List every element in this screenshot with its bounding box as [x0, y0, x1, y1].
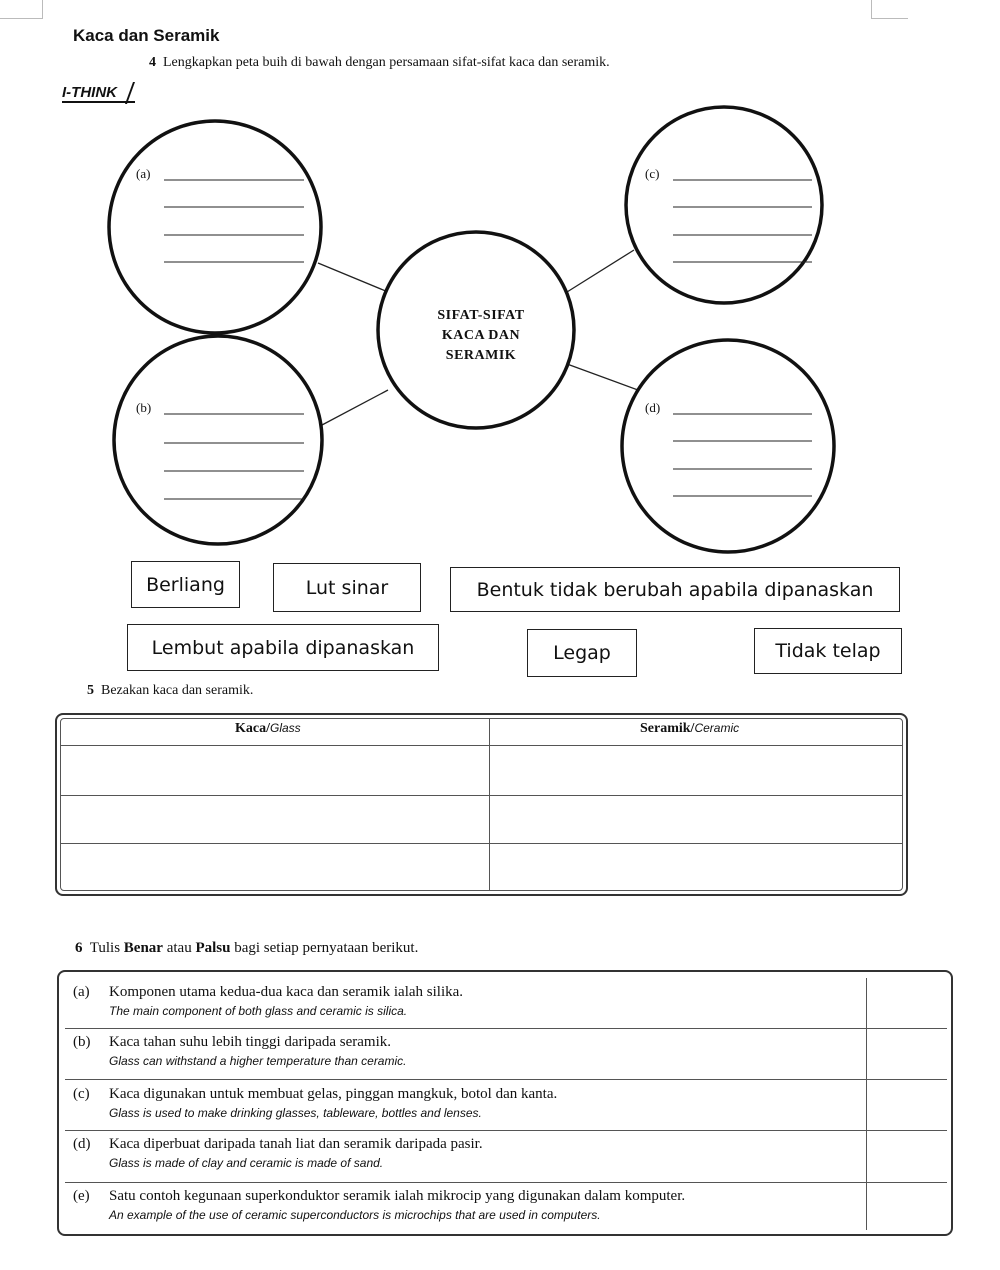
- statement-letter: (e): [73, 1188, 90, 1204]
- q6-text: bagi setiap pernyataan berikut.: [230, 940, 419, 956]
- compare-table: [55, 713, 908, 896]
- header-glass-en: Glass: [270, 721, 301, 735]
- row-divider: [65, 1182, 947, 1183]
- ceramic-cell-1[interactable]: [491, 747, 901, 793]
- question-number: 4: [149, 55, 156, 70]
- answer-cell-e[interactable]: [869, 1184, 949, 1232]
- question-text: Bezakan kaca dan seramik.: [101, 683, 254, 698]
- connector-line-a: [318, 263, 388, 292]
- row-divider: [60, 843, 903, 844]
- answer-chip-bentuk-tidak-berubah[interactable]: Bentuk tidak berubah apabila dipanaskan: [450, 567, 900, 612]
- connector-line-d: [567, 364, 638, 390]
- column-divider: [489, 718, 490, 891]
- question-text: Lengkapkan peta buih di bawah dengan persamaan sifat-sifat kaca dan seramik.: [163, 55, 610, 70]
- center-line: SERAMIK: [445, 348, 517, 363]
- bubble-b-label: (b): [136, 400, 152, 415]
- statement-en: Glass is made of clay and ceramic is made of sand.: [109, 1156, 384, 1170]
- header-glass: [235, 721, 301, 737]
- statement-en: The main component of both glass and ceramic is silica.: [109, 1004, 408, 1018]
- ceramic-cell-2[interactable]: [491, 797, 901, 841]
- glass-cell-3[interactable]: [61, 845, 487, 889]
- answer-chip-lembut[interactable]: Lembut apabila dipanaskan: [127, 624, 439, 671]
- statement-ms: Satu contoh kegunaan superkonduktor seramik ialah mikrocip yang digunakan dalam komputer.: [109, 1188, 686, 1204]
- row-divider: [60, 745, 903, 746]
- answer-chip-berliang[interactable]: Berliang: [131, 561, 240, 608]
- bubble-c-label: (c): [645, 166, 660, 181]
- q6-benar: Benar: [123, 940, 163, 956]
- statement-en: Glass is used to make drinking glasses, tableware, bottles and lenses.: [109, 1106, 482, 1120]
- true-false-table: [57, 970, 953, 1236]
- center-line: SIFAT-SIFAT: [437, 308, 525, 323]
- q6-palsu: Palsu: [195, 940, 231, 956]
- question-6-prompt: [75, 940, 418, 957]
- center-line: KACA DAN: [441, 328, 521, 343]
- q6-text: Tulis: [89, 940, 124, 956]
- bubble-a-label: (a): [136, 166, 151, 181]
- answer-cell-d[interactable]: [869, 1132, 949, 1180]
- statement-letter: (c): [73, 1086, 90, 1102]
- header-ceramic-en: Ceramic: [694, 721, 740, 735]
- bubble-d: [622, 340, 834, 552]
- q6-text: atau: [162, 940, 196, 956]
- section-title: Kaca dan Seramik: [73, 26, 220, 45]
- statement-ms: Kaca digunakan untuk membuat gelas, pinggan mangkuk, botol dan kanta.: [109, 1086, 558, 1102]
- statement-en: Glass can withstand a higher temperature than ceramic.: [109, 1054, 407, 1068]
- question-5-prompt: [87, 683, 253, 699]
- row-divider: [65, 1028, 947, 1029]
- ithink-badge: I-THINK: [62, 84, 135, 103]
- header-glass-ms: Kaca/: [235, 721, 270, 736]
- question-number: 5: [87, 683, 94, 698]
- row-divider: [65, 1079, 947, 1080]
- answer-chip-legap[interactable]: Legap: [527, 629, 637, 677]
- bubble-a: [109, 121, 321, 333]
- connector-line-b: [322, 390, 388, 425]
- answer-cell-b[interactable]: [869, 1030, 949, 1078]
- statement-en: An example of the use of ceramic superconductors is microchips that are used in computers.: [109, 1208, 601, 1222]
- question-number: 6: [75, 940, 83, 956]
- glass-cell-1[interactable]: [61, 747, 487, 793]
- answer-chip-lut-sinar[interactable]: Lut sinar: [273, 563, 421, 612]
- bubble-d-label: (d): [645, 400, 661, 415]
- statement-ms: Kaca diperbuat daripada tanah liat dan seramik daripada pasir.: [109, 1136, 483, 1152]
- header-ceramic-ms: Seramik/: [640, 721, 695, 736]
- answer-cell-c[interactable]: [869, 1081, 949, 1129]
- header-ceramic: [640, 721, 739, 737]
- glass-cell-2[interactable]: [61, 797, 487, 841]
- connector-line-c: [567, 250, 634, 292]
- center-bubble-text: [393, 306, 569, 366]
- statement-letter: (b): [73, 1034, 91, 1050]
- answer-chip-tidak-telap[interactable]: Tidak telap: [754, 628, 902, 674]
- statement-letter: (d): [73, 1136, 91, 1152]
- ceramic-cell-3[interactable]: [491, 845, 901, 889]
- answer-column-divider: [866, 978, 867, 1230]
- row-divider: [65, 1130, 947, 1131]
- statement-letter: (a): [73, 984, 90, 1000]
- bubble-c: [626, 107, 822, 303]
- statement-ms: Komponen utama kedua-dua kaca dan seramik ialah silika.: [109, 984, 464, 1000]
- statement-ms: Kaca tahan suhu lebih tinggi daripada seramik.: [109, 1034, 391, 1050]
- answer-cell-a[interactable]: [869, 976, 949, 1026]
- row-divider: [60, 795, 903, 796]
- bubble-map: [0, 0, 1000, 560]
- bubble-b: [114, 336, 322, 544]
